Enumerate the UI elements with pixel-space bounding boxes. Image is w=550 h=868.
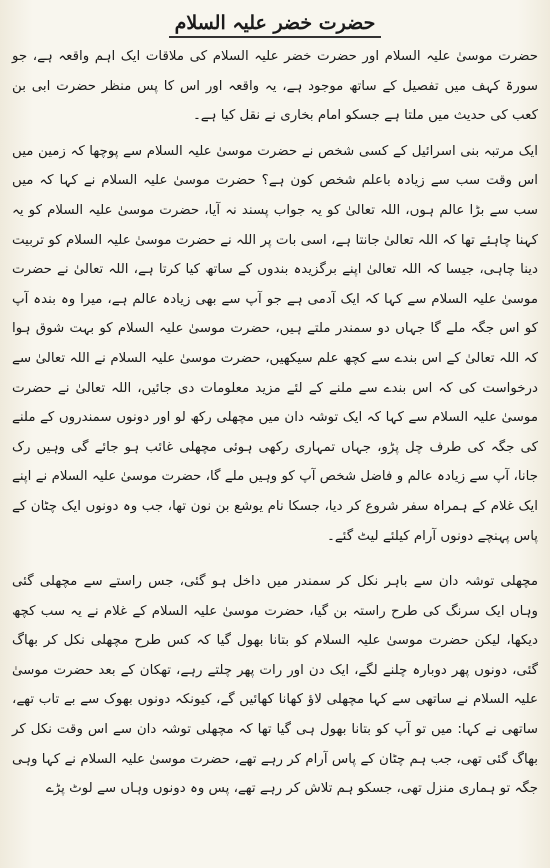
paragraph-fish: مچھلی توشہ دان سے باہر نکل کر سمندر میں داخل ہو گئی، جس راستے سے مچھلی گئی وہاں ایک سرنگ کی طرح راستہ بن گیا، حضرت موسیٰ علیہ السلام کے غلام نے یہ سب کچھ دیکھا، لیکن حضرت موسیٰ علیہ السلام کو بتانا بھول گیا کہ کس طرح مچھلی نکل کر بھاگ گئی، دونوں پھر دوبارہ چلنے لگے، ایک دن اور رات پھر چلتے رہے، تھکان کے بعد حضرت موسیٰ علیہ السلام نے ساتھی سے کہا مچھلی لاؤ کھانا کھائیں گے، کیونکہ دونوں بھوک سے بے تاب تھے، ساتھی نے کہا: میں تو آپ کو بتانا بھول ہی گیا تھا کہ مچھلی توشہ دان سے اس وقت نکل کر بھاگ گئی تھی، جب ہم چٹان کے پاس آرام کر رہے تھے، حضرت موسیٰ علیہ السلام نے کہا وہی جگہ تو ہماری منزل تھی، جسکو ہم تلاش کر رہے تھے، پس وہ دونوں وہاں سے لوٹ پڑے — [12, 574, 538, 797]
paragraph-story: ایک مرتبہ بنی اسرائیل کے کسی شخص نے حضرت موسیٰ علیہ السلام سے پوچھا کہ زمین میں اس وقت سب سے زیادہ باعلم شخص کون ہے؟ حضرت موسیٰ علیہ السلام نے کہا کہ میں سب سے بڑا عالم ہوں، اللہ تعالیٰ کو یہ جواب پسند نہ آیا، حضرت موسیٰ علیہ السلام کو یہ کہنا چاہئے تھا کہ اللہ تعالیٰ جانتا ہے، اسی بات پر اللہ نے حضرت موسیٰ علیہ السلام کو تربیت دینا چاہی، جیسا کہ اللہ تعالیٰ اپنے برگزیدہ بندوں کے ساتھ کیا کرتا ہے، اللہ تعالیٰ نے حضرت موسیٰ علیہ السلام سے کہا کہ ایک آدمی ہے جو آپ سے بھی زیادہ عالم ہے، میرا وہ بندہ آپ کو اس جگہ ملے گا جہاں دو سمندر ملتے ہیں، حضرت موسیٰ علیہ السلام کو بہت شوق ہوا کہ اللہ تعالیٰ کے اس بندے سے کچھ علم سیکھیں، حضرت موسیٰ علیہ السلام نے اللہ تعالیٰ سے درخواست کی کہ اس بندے سے ملنے کے لئے مزید معلومات دی جائیں، اللہ تعالیٰ نے حضرت موسیٰ علیہ السلام سے کہا کہ ایک توشہ دان میں مچھلی رکھ لو اور دونوں سمندروں کے ملنے کی جگہ کی طرف چل پڑو، جہاں تمہاری رکھی ہوئی مچھلی غائب ہو جائے گی وہیں رک جانا، آپ سے زیادہ عالم و فاضل شخص آپ کو وہیں ملے گا، حضرت موسیٰ علیہ السلام نے اپنے ایک غلام کے ہمراہ سفر شروع کر دیا، جسکا نام یوشع بن نون تھا، جب وہ دونوں ایک چٹان کے پاس پہنچے دونوں آرام کیلئے لیٹ گئے۔ — [12, 143, 538, 544]
paragraph-spacer — [12, 557, 538, 567]
page-title-text: حضرت خضر علیہ السلام — [169, 12, 382, 38]
page-title — [12, 12, 538, 34]
paragraph-intro: حضرت موسیٰ علیہ السلام اور حضرت خضر علیہ السلام کی ملاقات ایک اہم واقعہ ہے، جو سورۃ کہف میں تفصیل کے ساتھ موجود ہے، یہ واقعہ اور اس کا پس منظر حضرت ابی بن کعب کی حدیث میں ملتا ہے جسکو امام بخاری نے نقل کیا ہے۔ — [12, 49, 538, 124]
